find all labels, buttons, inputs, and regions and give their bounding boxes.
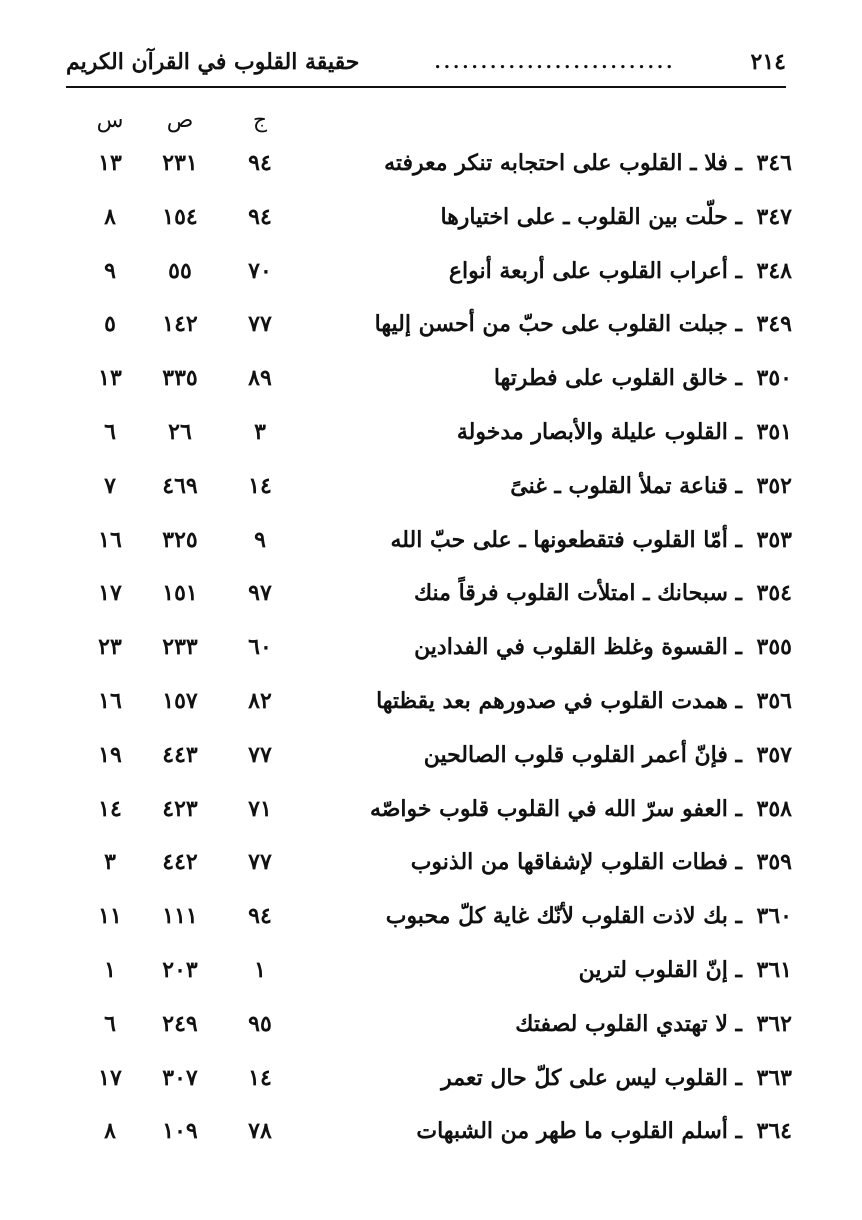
entry-text: ـ القلوب عليلة والأبصار مدخولة	[456, 419, 742, 445]
entry-text: ـ بك لاذت القلوب لأنّك غاية كلّ محبوب	[385, 903, 742, 930]
page-ref: ١٥١	[162, 580, 198, 607]
volume-number: ٨٩	[248, 365, 272, 392]
entry-text: ـ قناعة تملأ القلوب ـ غنىً	[510, 472, 742, 499]
page-ref: ١٤٢	[162, 311, 198, 338]
entry-number: ٣٤٦	[756, 150, 792, 176]
entry-text: ـ حلّت بين القلوب ـ على اختيارها	[440, 203, 742, 230]
page-ref: ٤٤٣	[162, 741, 198, 768]
entry-number: ٣٥٧	[756, 741, 792, 768]
line-ref: ٨	[104, 203, 116, 230]
page-ref: ٤٢٣	[162, 795, 198, 822]
entry-text: ـ أمّا القلوب فتقطعونها ـ على حبّ الله	[390, 526, 742, 553]
header-rule	[66, 86, 786, 88]
line-ref: ١٧	[98, 580, 122, 607]
entry-text: ـ فطات القلوب لإشفاقها من الذنوب	[410, 849, 742, 876]
entry-text: ـ سبحانك ـ امتلأت القلوب فرقاً منك	[413, 580, 742, 607]
volume-number: ٧٠	[248, 257, 272, 284]
line-ref: ٦	[104, 1010, 116, 1037]
entry-text: ـ فلا ـ القلوب على احتجابه تنكر معرفته	[384, 150, 742, 176]
line-ref: ٦	[104, 419, 116, 445]
volume-number: ٨٢	[248, 688, 272, 714]
line-ref: ٢٣	[98, 634, 122, 661]
line-ref: ٣	[104, 849, 116, 876]
page-ref: ٤٤٢	[162, 849, 198, 876]
entry-number: ٣٥٤	[756, 580, 792, 607]
entry-text: ـ أسلم القلوب ما طهر من الشبهات	[416, 1118, 742, 1145]
line-ref: ١١	[98, 903, 122, 930]
line-ref: ١٦	[98, 688, 122, 714]
entry-number: ٣٥٣	[756, 526, 792, 553]
entry-number: ٣٦١	[756, 957, 792, 983]
entry-number: ٣٦٠	[756, 903, 792, 930]
index-row	[60, 849, 792, 889]
page-ref: ١١١	[162, 903, 198, 930]
entry-number: ٣٥٦	[756, 688, 792, 714]
volume-number: ٩٧	[248, 580, 272, 607]
volume-number: ٧٧	[248, 849, 272, 876]
entry-number: ٣٤٧	[756, 203, 792, 230]
column-header-j: ج	[252, 108, 268, 133]
entry-number: ٣٦٣	[756, 1064, 792, 1091]
page-ref: ١٥٧	[162, 688, 198, 714]
index-row	[60, 1065, 792, 1105]
index-row	[60, 742, 792, 782]
page-ref: ٢٤٩	[162, 1010, 198, 1037]
volume-number: ٧٧	[248, 741, 272, 768]
entry-text: ـ فإنّ أعمر القلوب قلوب الصالحين	[423, 741, 742, 768]
entry-text: ـ إنّ القلوب لترين	[578, 957, 742, 983]
page-ref: ٣٣٥	[162, 365, 198, 392]
volume-number: ١٤	[248, 1064, 272, 1091]
volume-number: ٩٤	[248, 203, 272, 230]
line-ref: ٥	[104, 311, 116, 338]
volume-number: ٣	[254, 419, 266, 445]
index-row	[60, 311, 792, 351]
volume-number: ٦٠	[248, 634, 272, 661]
line-ref: ٩	[104, 257, 116, 284]
page-ref: ١٥٤	[162, 203, 198, 230]
entry-number: ٣٥٢	[756, 472, 792, 499]
column-header-l: س	[96, 108, 124, 133]
entry-number: ٣٥١	[756, 419, 792, 445]
entry-text: ـ أعراب القلوب على أربعة أنواع	[448, 257, 742, 284]
line-ref: ١٧	[98, 1064, 122, 1091]
entry-number: ٣٥٠	[756, 365, 792, 392]
volume-number: ١	[254, 957, 266, 983]
index-row	[60, 903, 792, 943]
volume-number: ١٤	[248, 472, 272, 499]
page-ref: ٣٠٧	[162, 1064, 198, 1091]
line-ref: ٧	[104, 472, 116, 499]
entry-number: ٣٦٢	[756, 1010, 792, 1037]
entry-text: ـ لا تهتدي القلوب لصفتك	[515, 1010, 742, 1037]
volume-number: ٩٤	[248, 150, 272, 176]
volume-number: ٩٥	[248, 1010, 272, 1037]
index-row	[60, 688, 792, 728]
entry-text: ـ جبلت القلوب على حبّ من أحسن إليها	[374, 311, 742, 338]
page-ref: ٢٦	[168, 419, 192, 445]
volume-number: ٩٤	[248, 903, 272, 930]
index-row	[60, 419, 792, 459]
index-row	[60, 796, 792, 836]
line-ref: ١٦	[98, 526, 122, 553]
book-title: حقيقة القلوب في القرآن الكريم	[66, 49, 360, 75]
page-ref: ٢٣٣	[162, 634, 198, 661]
entry-number: ٣٤٨	[756, 257, 792, 284]
line-ref: ١	[104, 957, 116, 983]
index-row	[60, 365, 792, 405]
volume-number: ٧٧	[248, 311, 272, 338]
line-ref: ٨	[104, 1118, 116, 1145]
index-row	[60, 258, 792, 298]
header-dot-leader: ..........................	[434, 51, 676, 73]
page-ref: ١٠٩	[162, 1118, 198, 1145]
column-header-s: ص	[166, 108, 194, 133]
entry-number: ٣٦٤	[756, 1118, 792, 1145]
line-ref: ١٣	[98, 150, 122, 176]
line-ref: ١٩	[98, 741, 122, 768]
page-ref: ٤٦٩	[162, 472, 198, 499]
index-row	[60, 580, 792, 620]
page-ref: ٣٢٥	[162, 526, 198, 553]
volume-number: ٧٨	[248, 1118, 272, 1145]
page-number: ٢١٤	[750, 49, 786, 75]
entry-text: ـ العفو سرّ الله في القلوب قلوب خواصّه	[369, 795, 742, 822]
index-row	[60, 957, 792, 997]
entry-number: ٣٥٩	[756, 849, 792, 876]
entry-text: ـ همدت القلوب في صدورهم بعد يقظتها	[376, 688, 742, 714]
index-row	[60, 634, 792, 674]
volume-number: ٩	[254, 526, 266, 553]
page-ref: ٢٠٣	[162, 957, 198, 983]
entry-number: ٣٥٥	[756, 634, 792, 661]
running-header	[66, 44, 786, 80]
index-row	[60, 204, 792, 244]
volume-number: ٧١	[248, 795, 272, 822]
page-ref: ٥٥	[168, 257, 192, 284]
entry-number: ٣٥٨	[756, 795, 792, 822]
entry-text: ـ القلوب ليس على كلّ حال تعمر	[441, 1064, 742, 1091]
index-row	[60, 150, 792, 190]
line-ref: ١٤	[98, 795, 122, 822]
entry-text: ـ خالق القلوب على فطرتها	[493, 365, 742, 392]
index-row	[60, 527, 792, 567]
entry-text: ـ القسوة وغلظ القلوب في الفدادين	[414, 634, 742, 661]
index-row	[60, 1118, 792, 1158]
line-ref: ١٣	[98, 365, 122, 392]
index-row	[60, 1011, 792, 1051]
index-row	[60, 473, 792, 513]
entry-number: ٣٤٩	[756, 311, 792, 338]
page-ref: ٢٣١	[162, 150, 198, 176]
